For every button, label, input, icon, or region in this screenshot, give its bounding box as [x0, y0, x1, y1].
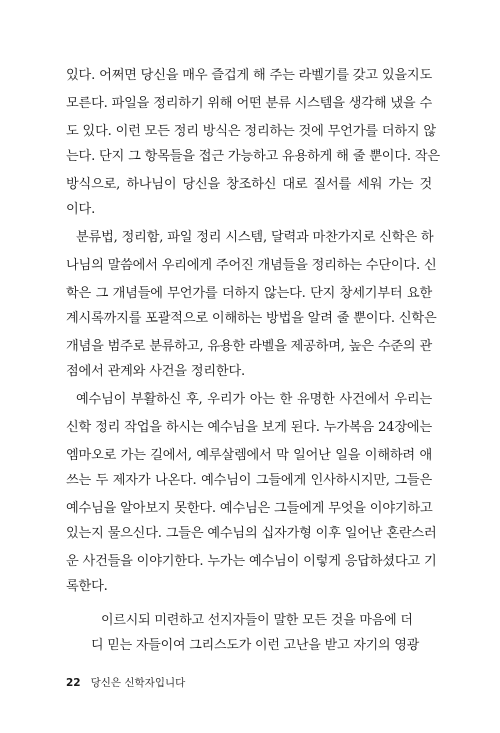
body-line: 계시록까지를 포괄적으로 이해하는 방법을 알려 줄 뿐이다. 신학은 — [66, 311, 437, 326]
body-line: 예수님이 부활하신 후, 우리가 아는 한 유명한 사건에서 우리는 — [76, 392, 432, 407]
running-title: 당신은 신학자입니다 — [90, 677, 186, 689]
body-line: 는다. 단지 그 항목들을 접근 가능하고 유용하게 해 줄 뿐이다. 작은 — [66, 149, 440, 164]
body-line: 록한다. — [66, 579, 108, 594]
body-line: 분류법, 정리함, 파일 정리 시스템, 달력과 마찬가지로 신학은 하 — [76, 230, 434, 245]
body-line: 쓰는 두 제자가 나온다. 예수님이 그들에게 인사하시지만, 그들은 — [66, 473, 432, 488]
body-line: 나님의 말씀에서 우리에게 주어진 개념들을 정리하는 수단이다. 신 — [66, 258, 437, 273]
body-line: 신학 정리 작업을 하시는 예수님을 보게 된다. 누가복음 24장에는 — [66, 420, 432, 435]
body-line: 운 사건들을 이야기한다. 누가는 예수님이 이렇게 응답하셨다고 기 — [66, 554, 437, 569]
body-line: 있는지 물으신다. 그들은 예수님의 십자가형 이후 일어난 혼란스러 — [66, 526, 437, 541]
body-line: 도 있다. 이런 모든 정리 방식은 정리하는 것에 무언가를 더하지 않 — [66, 124, 436, 139]
quote-line: 디 믿는 자들이여 그리스도가 이런 고난을 받고 자기의 영광 — [91, 638, 420, 653]
page-footer — [66, 676, 185, 690]
page-number: 22 — [66, 677, 81, 689]
body-line: 이다. — [66, 202, 96, 217]
body-line: 예수님을 알아보지 못한다. 예수님은 그들에게 무엇을 이야기하고 — [66, 501, 433, 516]
quote-line: 이르시되 미련하고 선지자들이 말한 모든 것을 마음에 더 — [101, 613, 413, 628]
body-line: 있다. 어쩌면 당신을 매우 즐겁게 해 주는 라벨기를 갖고 있을지도 — [66, 68, 432, 83]
body-line: 개념을 범주로 분류하고, 유용한 라벨을 제공하며, 높은 수준의 관 — [66, 339, 432, 354]
body-line: 학은 그 개념들에 무언가를 더하지 않는다. 단지 창세기부터 요한 — [66, 286, 432, 301]
body-line: 엠마오로 가는 길에서, 예루살렘에서 막 일어난 일을 이해하려 애 — [66, 448, 432, 463]
body-line: 점에서 관계와 사건을 정리한다. — [66, 364, 245, 379]
body-line: 방식으로, 하나님이 당신을 창조하신 대로 질서를 세워 가는 것 — [66, 177, 432, 192]
body-line: 모른다. 파일을 정리하기 위해 어떤 분류 시스템을 생각해 냈을 수 — [66, 96, 432, 111]
